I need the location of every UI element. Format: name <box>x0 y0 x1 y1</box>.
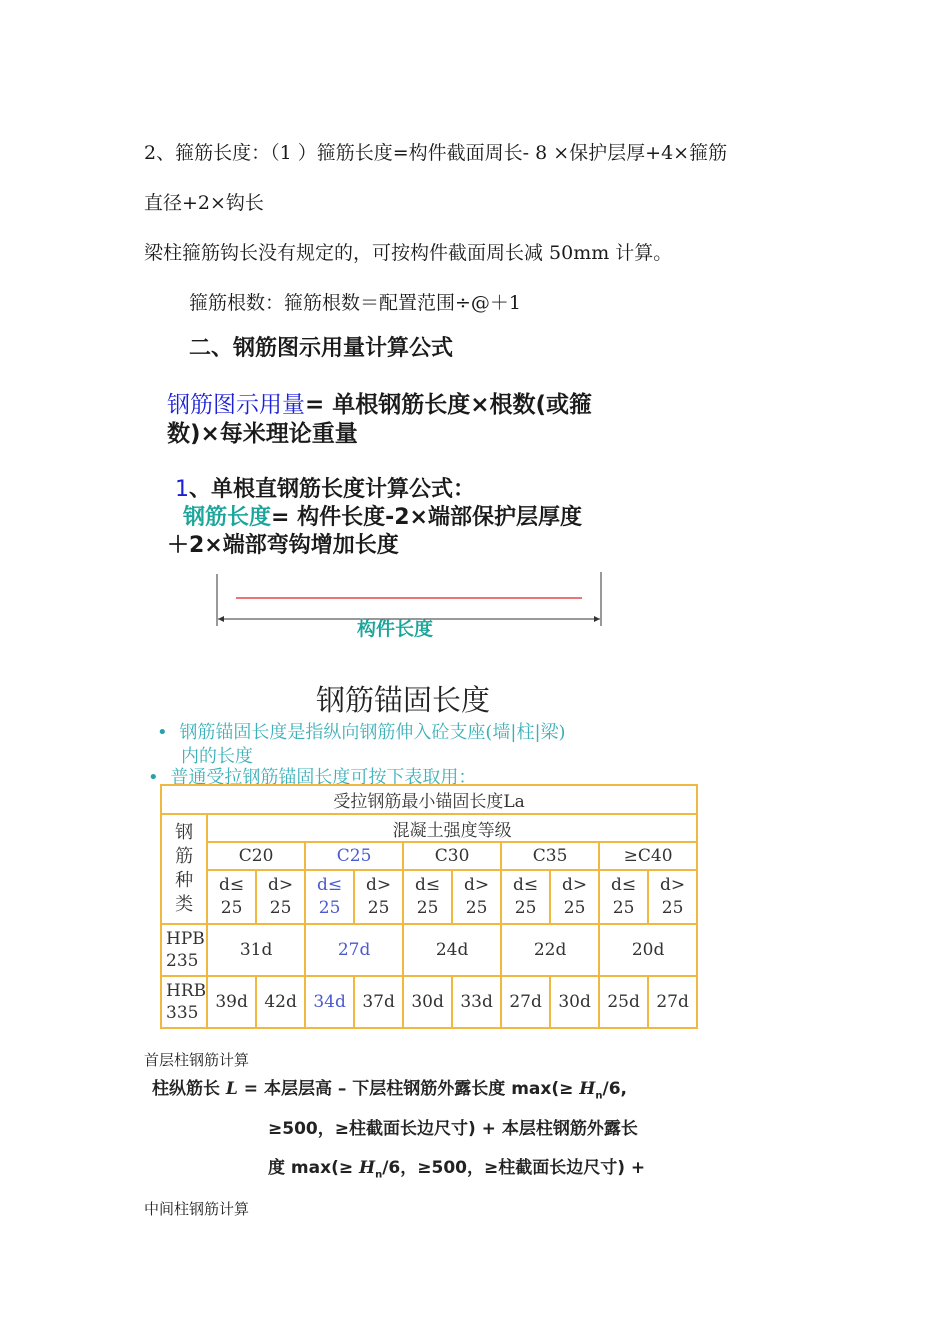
diam-gt-cell <box>256 870 305 924</box>
formula-text: /6, <box>602 1079 627 1099</box>
diam-op: d> <box>268 875 294 895</box>
table-cell: 27d <box>648 976 697 1028</box>
grade-c30: C30 <box>403 842 501 870</box>
straight-rebar-formula-line1 <box>183 500 582 531</box>
table-cell: 42d <box>256 976 305 1028</box>
diam-le-cell <box>403 870 452 924</box>
formula-var-h: H <box>359 1158 376 1178</box>
diam-le-cell <box>207 870 256 924</box>
table-cell: 20d <box>599 924 697 976</box>
diam-gt-cell <box>648 870 697 924</box>
diam-op: d≤ <box>611 875 637 895</box>
straight-rebar-formula-line2: ＋2×端部弯钩增加长度 <box>167 533 399 558</box>
diam-le-cell <box>305 870 354 924</box>
type-grade: 335 <box>166 1003 199 1023</box>
table-cell: 31d <box>207 924 305 976</box>
rebar-usage-rest1: = 单根钢筋长度×根数(或箍 <box>305 392 593 418</box>
bullet-dot-icon: • <box>148 767 159 788</box>
first-floor-label: 首层柱钢筋计算 <box>144 1051 250 1069</box>
anchor-bullet-1 <box>157 718 566 744</box>
table-row <box>161 785 697 814</box>
rebar-length-rest1: = 构件长度-2×端部保护层厚度 <box>271 505 582 530</box>
diam-op: d> <box>562 875 588 895</box>
formula-var-l: L <box>225 1079 238 1099</box>
table-row <box>161 842 697 870</box>
header-char: 筋 <box>175 846 194 867</box>
rebar-usage-formula-line2: 数)×每米理论重量 <box>167 421 358 447</box>
diam-op: d≤ <box>513 875 539 895</box>
column-formula-line3 <box>268 1153 645 1180</box>
table-cell: 27d <box>305 924 403 976</box>
table-cell: 24d <box>403 924 501 976</box>
table-cell: 27d <box>501 976 550 1028</box>
type-grade: 235 <box>166 951 199 971</box>
section-heading: 二、钢筋图示用量计算公式 <box>189 336 454 361</box>
diam-val: 25 <box>416 898 439 918</box>
diam-gt-cell <box>550 870 599 924</box>
rebar-type-hrb335 <box>161 976 207 1028</box>
formula-text: /6，≥500，≥柱截面长边尺寸) + <box>382 1158 646 1178</box>
rebar-usage-term: 钢筋图示用量 <box>167 392 305 418</box>
type-code: HPB <box>166 929 205 949</box>
diam-le-cell <box>501 870 550 924</box>
formula-var-h: H <box>579 1079 596 1099</box>
formula-sub-n: n <box>375 1169 383 1181</box>
diam-op: d≤ <box>219 875 245 895</box>
diam-op: d> <box>366 875 392 895</box>
stirrup-count-formula: 箍筋根数：箍筋根数＝配置范围÷@＋1 <box>189 292 522 314</box>
table-cell: 33d <box>452 976 501 1028</box>
straight-rebar-title: 、单根直钢筋长度计算公式： <box>189 477 476 502</box>
table-cell: 34d <box>305 976 354 1028</box>
rebar-length-term: 钢筋长度 <box>183 505 272 530</box>
formula-text: 度 max(≥ <box>268 1158 360 1178</box>
diam-gt-cell <box>354 870 403 924</box>
concrete-grade-header: 混凝土强度等级 <box>207 814 697 842</box>
table-cell: 30d <box>550 976 599 1028</box>
table-cell: 37d <box>354 976 403 1028</box>
formula-text: = 本层层高 – 下层柱钢筋外露长度 max(≥ <box>237 1079 580 1099</box>
type-code: HRB <box>166 981 207 1001</box>
table-cell: 25d <box>599 976 648 1028</box>
straight-rebar-heading <box>175 472 475 503</box>
diam-val: 25 <box>612 898 635 918</box>
rebar-type-header <box>161 814 207 924</box>
diam-val: 25 <box>367 898 390 918</box>
table-cell: 30d <box>403 976 452 1028</box>
diam-le-cell <box>599 870 648 924</box>
grade-c25: C25 <box>305 842 403 870</box>
header-char: 种 <box>175 870 194 891</box>
table-title: 受拉钢筋最小锚固长度La <box>161 785 697 814</box>
anchor-bullet-1-text: 钢筋锚固长度是指纵向钢筋伸入砼支座(墙|柱|梁) <box>179 722 566 743</box>
table-row <box>161 814 697 842</box>
diam-val: 25 <box>269 898 292 918</box>
diam-op: d> <box>660 875 686 895</box>
member-length-label: 构件长度 <box>357 618 434 640</box>
diam-val: 25 <box>563 898 586 918</box>
table-row <box>161 924 697 976</box>
table-row <box>161 976 697 1028</box>
header-char: 类 <box>175 894 194 915</box>
stirrup-length-line1: 2、箍筋长度：（1 ）箍筋长度=构件截面周长- 8 ×保护层厚+4×箍筋 <box>144 142 728 164</box>
formula-text: 柱纵筋长 <box>152 1079 226 1099</box>
diam-op: d> <box>464 875 490 895</box>
header-char: 钢 <box>175 822 194 843</box>
anchor-bullet-2-text: 普通受拉钢筋锚固长度可按下表取用： <box>170 767 477 788</box>
grade-c40: ≥C40 <box>599 842 697 870</box>
anchor-bullet-1-cont: 内的长度 <box>181 746 253 767</box>
diam-op: d≤ <box>415 875 441 895</box>
anchor-slide-title: 钢筋锚固长度 <box>316 683 491 717</box>
middle-floor-label: 中间柱钢筋计算 <box>144 1200 250 1218</box>
diam-gt-cell <box>452 870 501 924</box>
diam-val: 25 <box>514 898 537 918</box>
straight-rebar-number: 1 <box>175 477 189 502</box>
grade-c35: C35 <box>501 842 599 870</box>
diam-op: d≤ <box>317 875 343 895</box>
diam-val: 25 <box>220 898 243 918</box>
table-cell: 22d <box>501 924 599 976</box>
column-formula-line2: ≥500，≥柱截面长边尺寸) + 本层柱钢筋外露长 <box>268 1119 638 1139</box>
diam-val: 25 <box>318 898 341 918</box>
dimension-arrow-right <box>594 616 600 622</box>
rebar-type-hpb235 <box>161 924 207 976</box>
stirrup-length-line2: 直径+2×钩长 <box>144 192 264 214</box>
diam-val: 25 <box>661 898 684 918</box>
diam-val: 25 <box>465 898 488 918</box>
bullet-dot-icon: • <box>157 722 168 743</box>
dimension-arrow-left <box>218 616 224 622</box>
formula-sub-n: n <box>595 1090 603 1102</box>
grade-c20: C20 <box>207 842 305 870</box>
table-row <box>161 870 697 924</box>
anchorage-length-table <box>160 784 698 1029</box>
stirrup-hook-note: 梁柱箍筋钩长没有规定的，可按构件截面周长减 50mm 计算。 <box>144 242 673 264</box>
column-formula-line1 <box>152 1074 627 1101</box>
table-cell: 39d <box>207 976 256 1028</box>
